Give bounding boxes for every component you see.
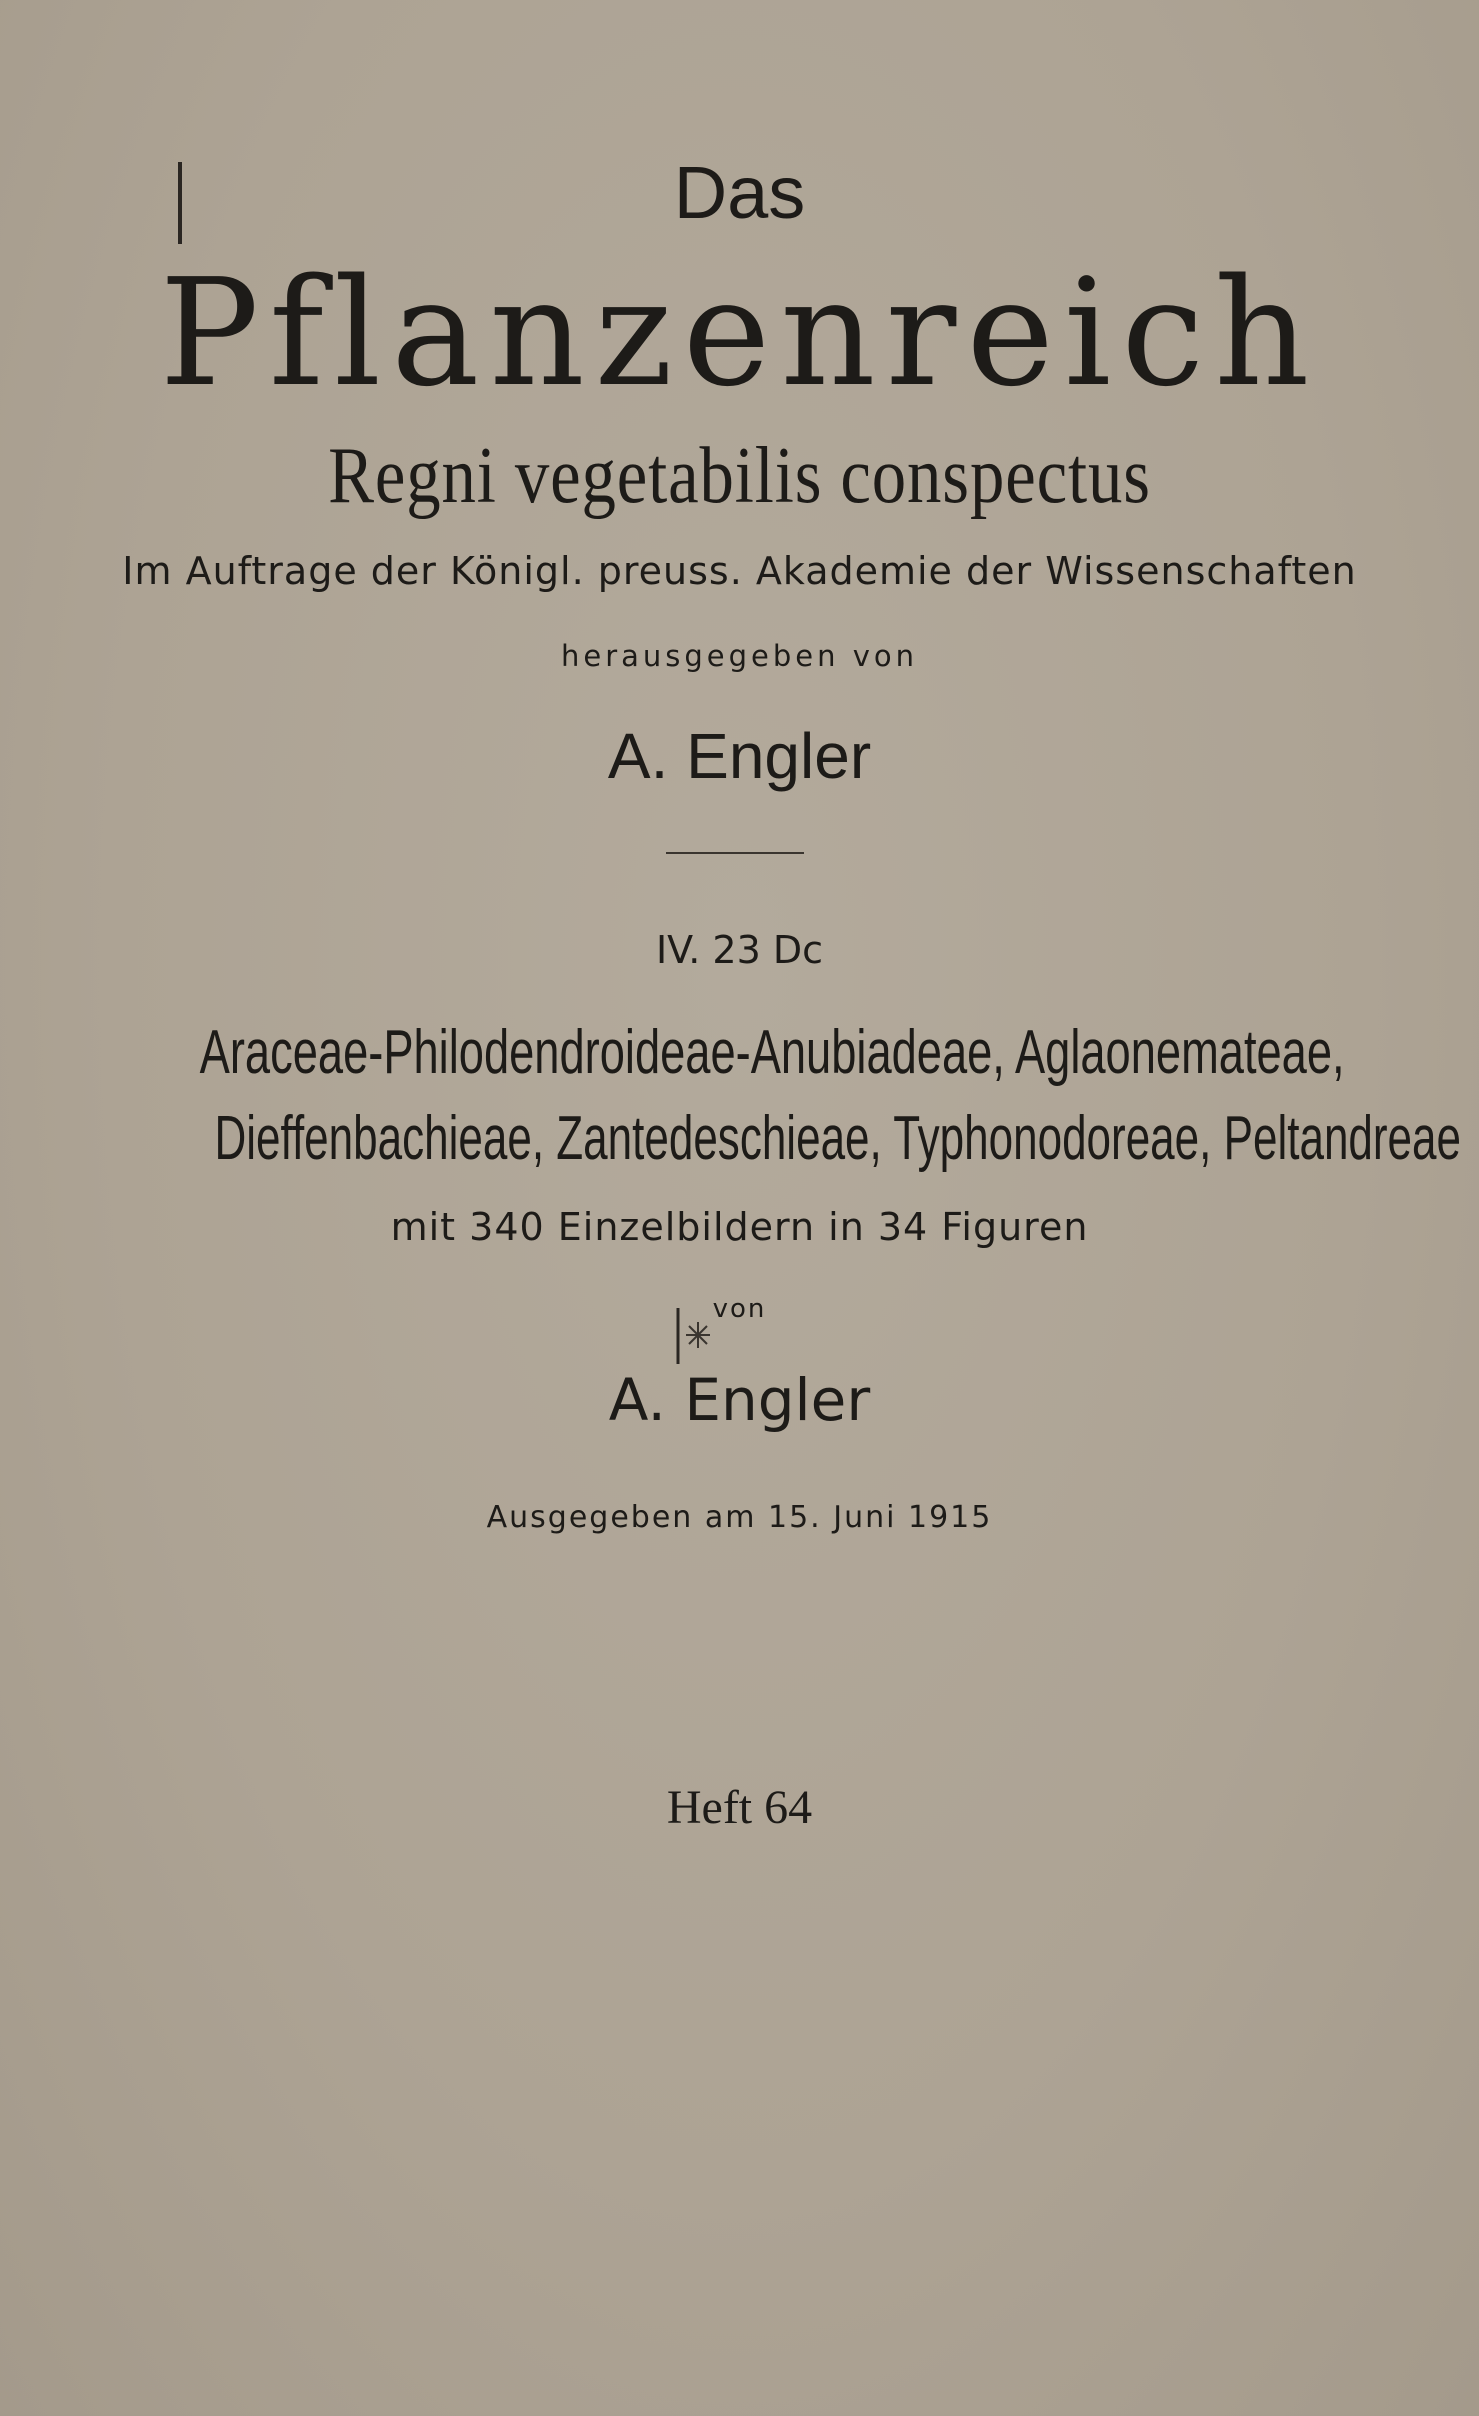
title-article: Das xyxy=(673,151,806,234)
author-name: A. Engler xyxy=(608,1366,871,1434)
by-line: von xyxy=(712,1294,767,1324)
families-line-1: Araceae-Philodendroideae-Anubiadeae, Aglaonemateae, xyxy=(199,1018,1345,1087)
main-title: Pflanzenreich xyxy=(159,247,1320,419)
issue-number: Heft 64 xyxy=(666,1781,813,1834)
illustrations-line: mit 340 Einzelbildern in 34 Figuren xyxy=(390,1205,1089,1249)
latin-subtitle: Regni vegetabilis conspectus xyxy=(328,432,1151,520)
issue-date: Ausgegeben am 15. Juni 1915 xyxy=(486,1500,993,1535)
volume-number: IV. 23 Dc xyxy=(655,928,824,972)
divider-rule xyxy=(666,852,804,854)
commission-line: Im Auftrage der Königl. preuss. Akademie der Wissenschaften xyxy=(122,549,1357,593)
editor-name: A. Engler xyxy=(607,720,872,792)
handwritten-star-mark xyxy=(674,1308,714,1368)
edited-by-line: herausgegeben von xyxy=(560,639,919,673)
families-line-2: Dieffenbachieae, Zantedeschieae, Typhonodoreae, Peltandreae xyxy=(214,1104,1462,1173)
